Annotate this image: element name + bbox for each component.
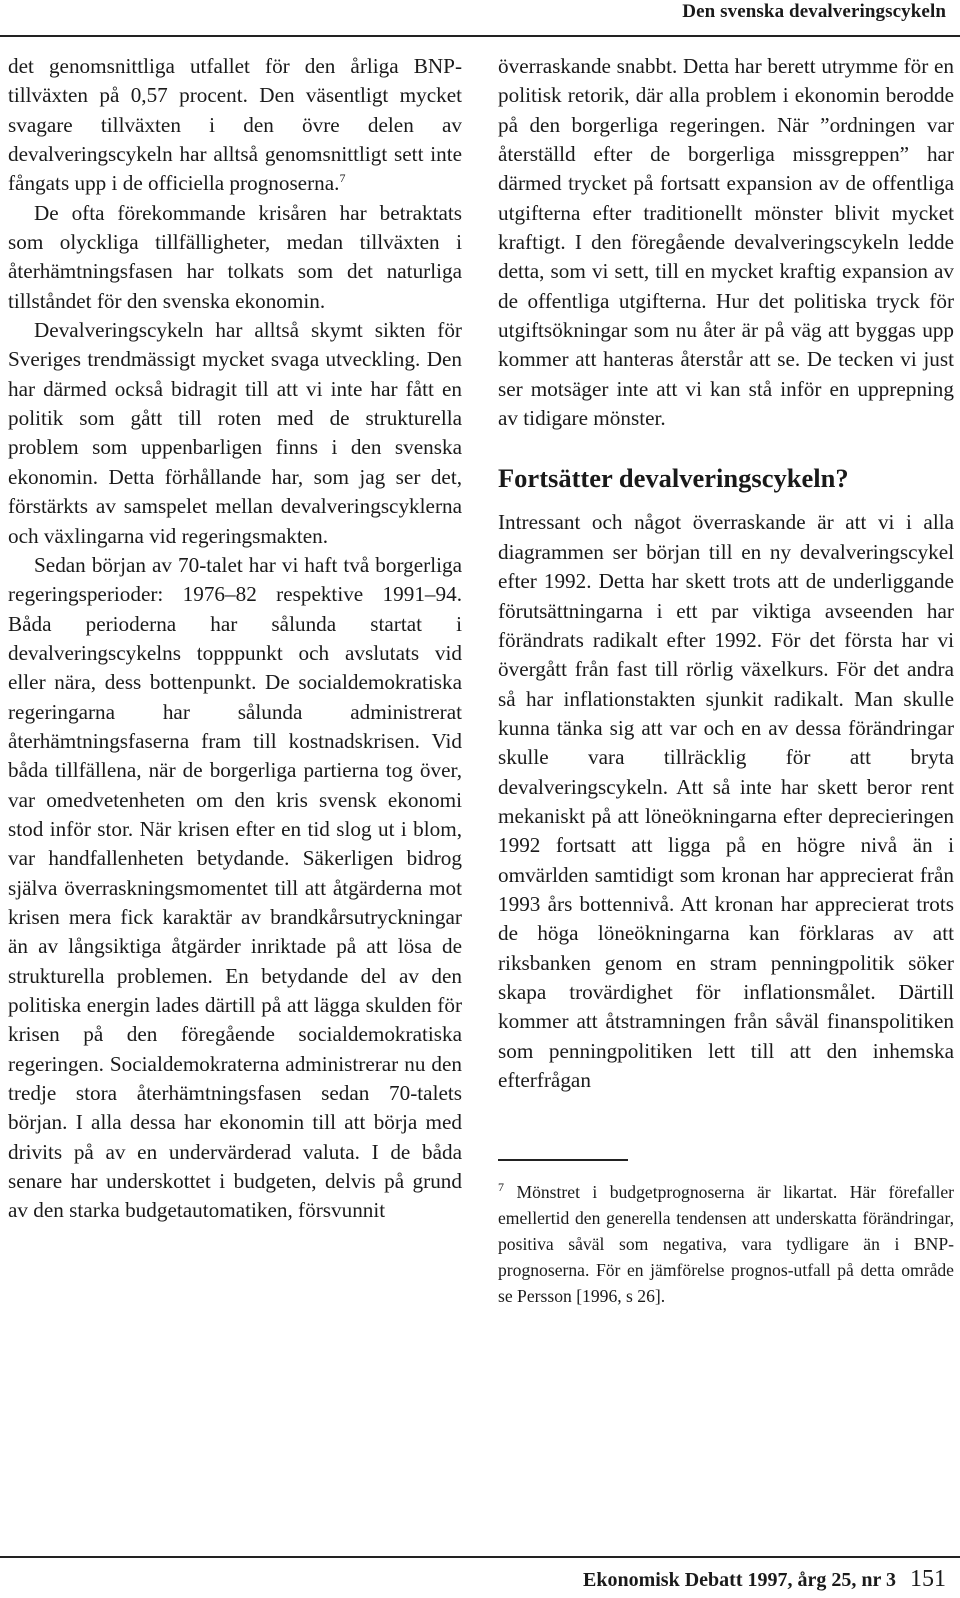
paragraph: Intressant och något överraskande är att vi i alla diagrammen ser början till en ny devalveringscykel efter 1992. Detta har skett trots att de underliggande förutsättningarna i ett par viktiga avseenden har förändrats radikalt efter 1992. För det första har vi övergått från fast till rörlig växelkurs. För det andra så har inflationstakten sjunkit radikalt. Man skulle kunna tänka sig att var och en av dessa förändringar skulle vara tillräcklig för att bryta devalveringscykeln. Att så inte har skett beror rent mekaniskt på att löneökningarna efter deprecieringen 1992 fortsatt att ligga på en högre nivå än i omvärlden samtidigt som kronan har apprecierat från 1993 års bottennivå. Att kronan har apprecierat trots de höga löneökningarna kan förklaras av att riksbanken genom en stram penningpolitik söker skapa trovärdighet för inflationsmålet. Därtill kommer att åtstramningen från såväl finanspolitiken som penningpolitiken lett till att den inhemska efterfrågan — [498, 510, 954, 1092]
right-column — [498, 52, 954, 1309]
page-footer — [583, 1566, 946, 1593]
paragraph: överraskande snabbt. Detta har berett utrymme för en politisk retorik, där alla problem i ekonomin berodde på den borgerliga regeringen. När ”ordningen var återställd efter de borgerliga missgreppen” har därmed trycket på fortsatt expansion av de offentliga utgifterna efter traditionellt mönster blivit mycket kraftigt. I den föregående devalveringscykeln ledde detta, som vi sett, till en mycket kraftig expansion av de offentliga utgifterna. Hur det politiska tryck för utgiftsökningar som nu åter är på väg att byggas upp kommer att hanteras återstår att se. De tecken vi just ser motsäger inte att vi kan stå inför en upprepning av tidigare mönster. — [498, 54, 954, 431]
paragraph-text: det genomsnittliga utfallet för den årliga BNP-tillväxten på 0,57 procent. Den väsentligt mycket svagare tillväxten i den övre delen av devalveringscykeln har alltså genomsnittligt sett inte fångats upp i de officiella prognoserna. — [8, 54, 462, 196]
footnote-reference[interactable]: 7 — [339, 171, 346, 186]
paragraph: Devalveringscykeln har alltså skymt sikten för Sveriges trendmässigt mycket svaga utveckling. Den har därmed också bidragit till att vi inte har fått en politik som gått till roten med de strukturella problem som uppenbarligen finns i den svenska ekonomin. Detta förhållande har, som jag ser det, förstärkts av samspelet mellan devalveringscyklerna och växlingarna vid regeringsmakten. — [8, 318, 462, 548]
page-number: 151 — [910, 1566, 946, 1592]
footer-rule — [0, 1556, 960, 1558]
paragraph — [8, 52, 462, 199]
left-column — [8, 52, 462, 1226]
footnote-rule — [498, 1159, 628, 1160]
footnote — [498, 1179, 954, 1309]
paragraph: Sedan början av 70-talet har vi haft två borgerliga regeringsperioder: 1976–82 respektive 1991–94. Båda perioderna har sålunda startat i devalveringscykelns topppunkt och avslutats vid eller nära, dess bottenpunkt. De socialdemokratiska regeringarna har sålunda administrerat återhämtningsfaserna fram till kostnadskrisen. Vid båda tillfällena, när de borgerliga partierna tog över, var omedvetenheten om den kris svensk ekonomi stod inför stor. När krisen efter en tid slog ut i blom, var handfallenheten betydande. Säkerligen bidrog själva överraskningsmomentet till att åtgärderna mot krisen mera fick karaktär av brandkårsutryckningar än av långsiktiga åtgärder inriktade på att lösa de strukturella problemen. En betydande del av den politiska energin lades därtill på att lägga skulden för krisen på den föregående socialdemokratiska regeringen. Socialdemokraterna administrerar nu den tredje stora återhämtningsfasen sedan 70-talets början. I alla dessa har ekonomin till att börja med drivits på av en undervärderad valuta. I de båda senare har underskottet i budgeten, delvis på grund av den starka budgetautomatiken, försvunnit — [8, 552, 462, 1223]
footnote-text: Mönstret i budgetprognoserna är likartat. Här förefaller emellertid den generella tendensen att underskatta förändringar, positiva såväl som negativa, vara tydligare än i BNP-prognoserna. För en jämförelse prognos-utfall på detta område se Persson [1996, s 26]. — [498, 1181, 954, 1306]
header-rule — [0, 35, 960, 37]
footnote-number: 7 — [498, 1179, 504, 1194]
paragraph: De ofta förekommande krisåren har betraktats som olyckliga tillfälligheter, medan tillväxten i återhämtningsfasen har tolkats som det naturliga tillståndet för den svenska ekonomin. — [8, 200, 462, 313]
running-header: Den svenska devalveringscykeln — [682, 1, 946, 22]
journal-citation: Ekonomisk Debatt 1997, årg 25, nr 3 — [583, 1569, 896, 1591]
section-heading: Fortsätter devalveringscykeln? — [498, 463, 849, 494]
